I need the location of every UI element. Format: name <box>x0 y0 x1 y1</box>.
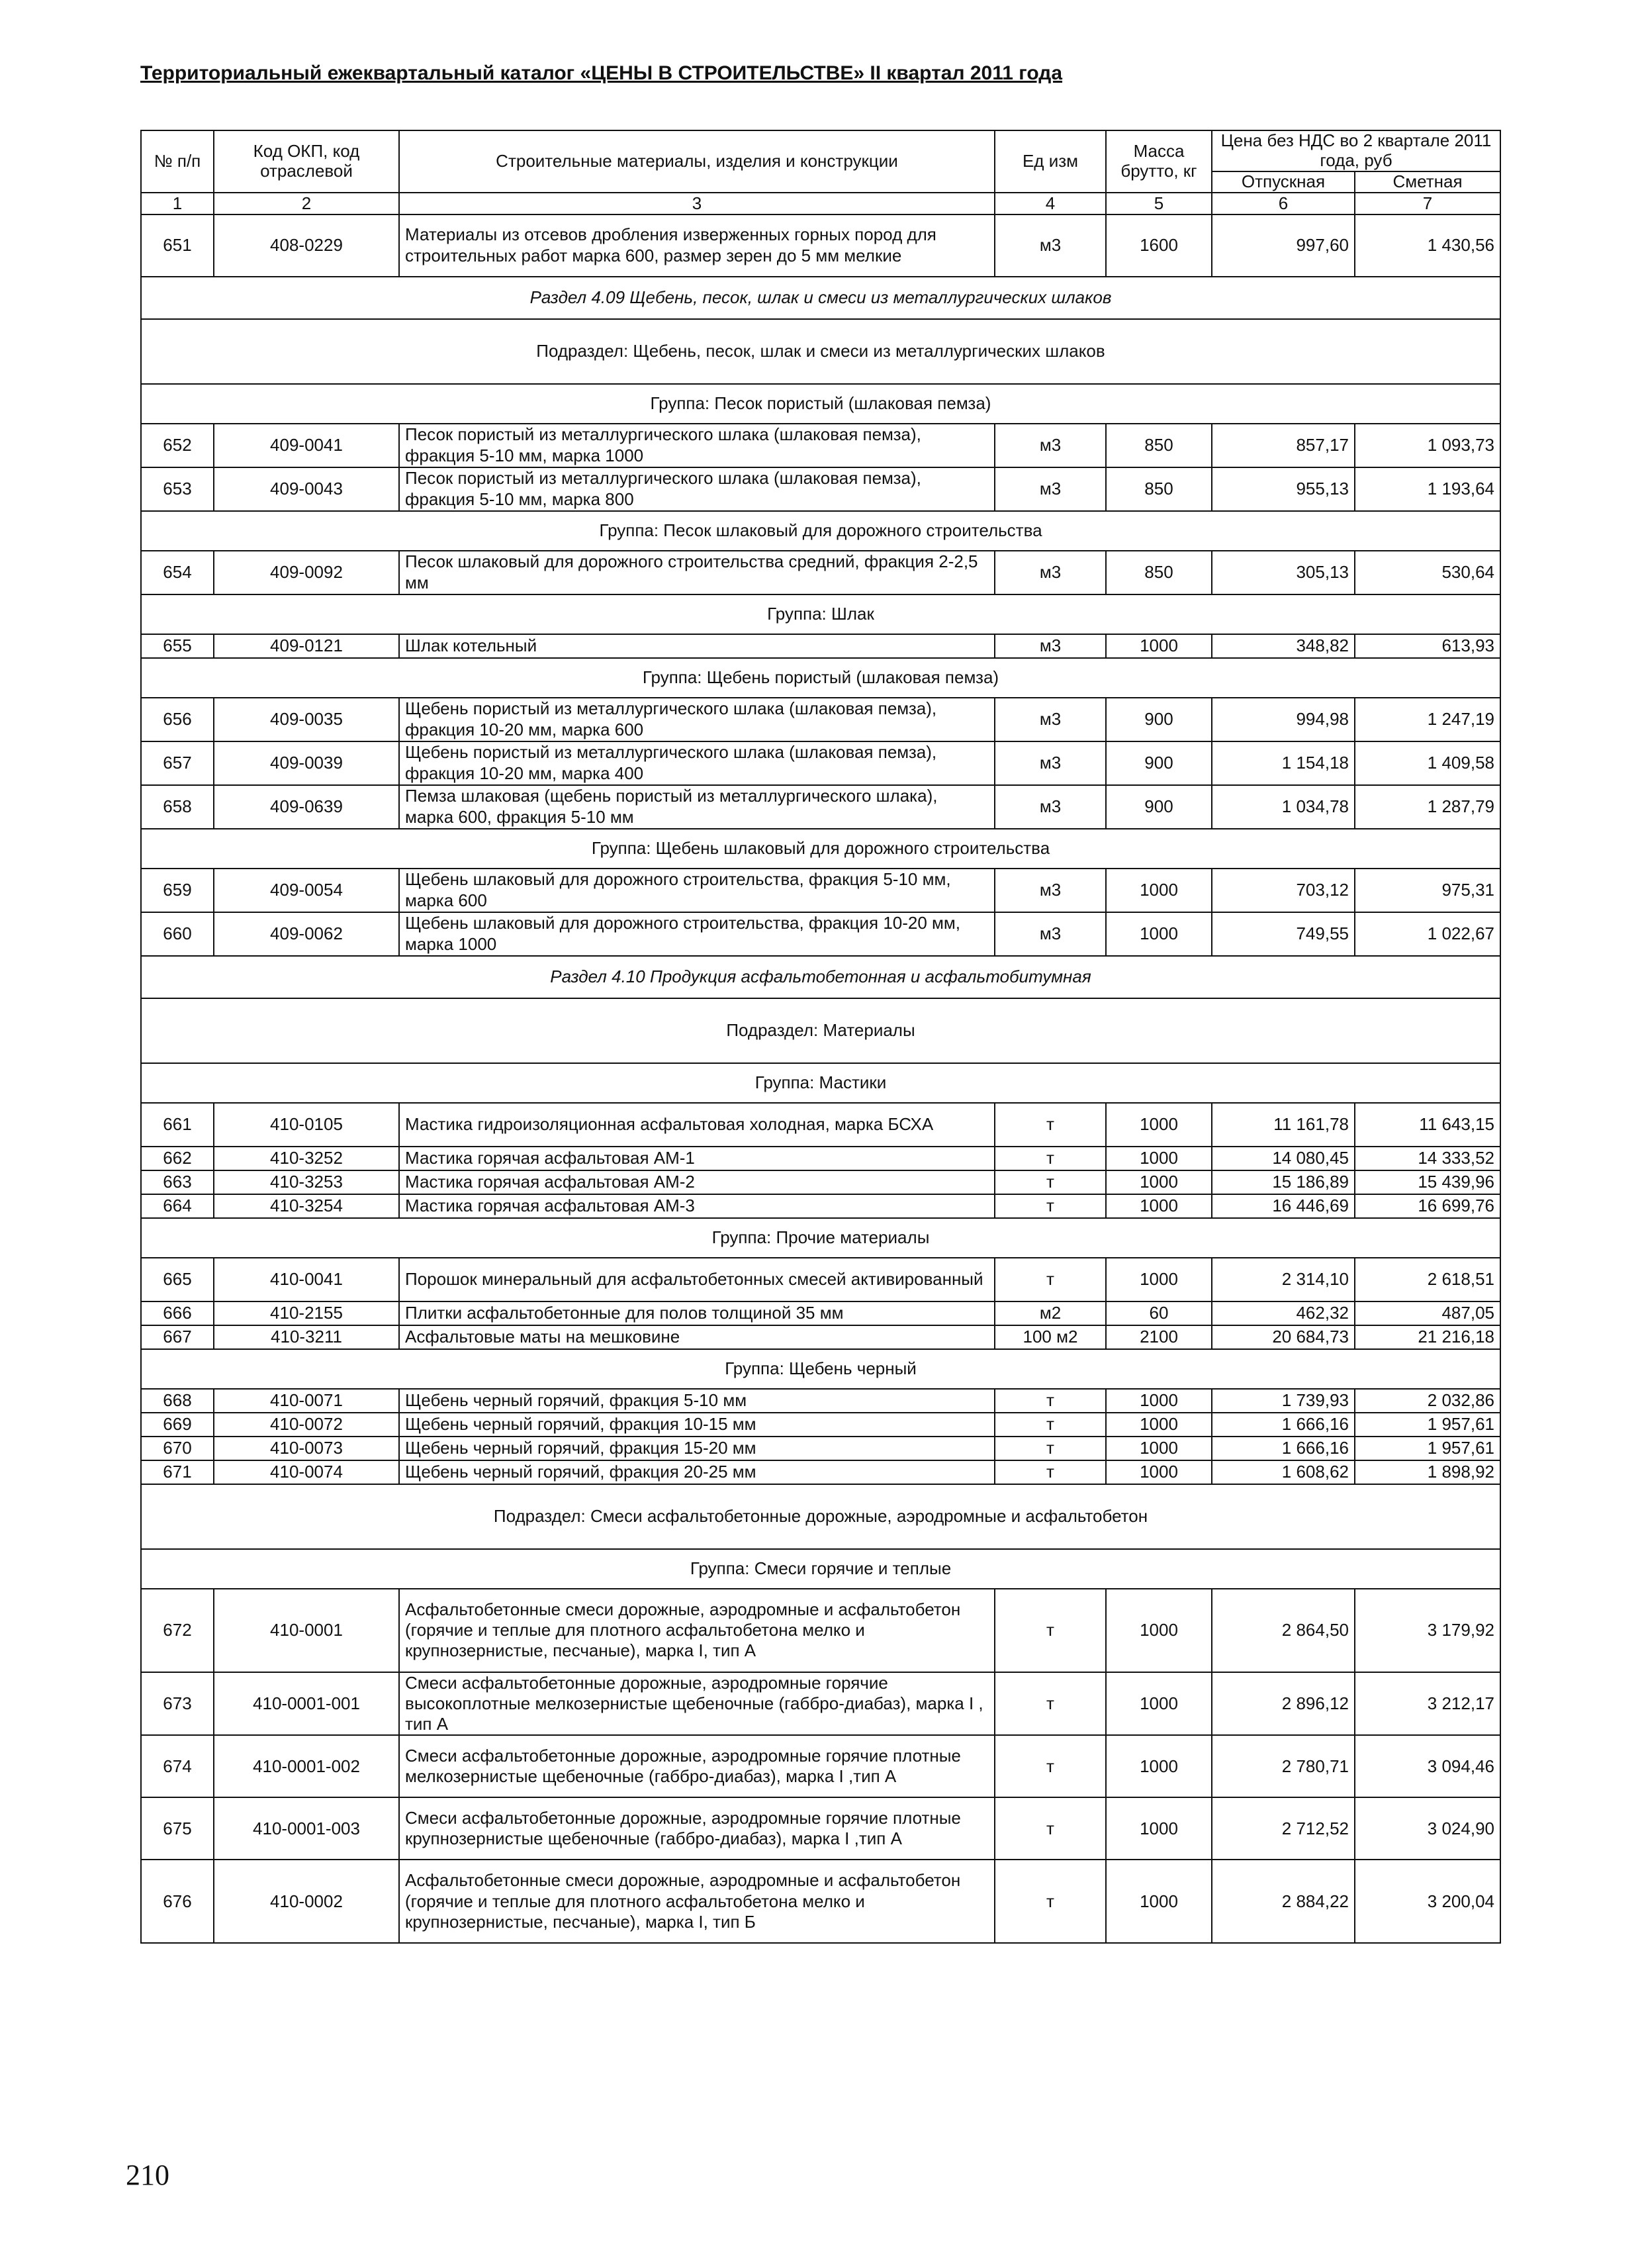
item-price-estimate: 1 287,79 <box>1355 785 1500 829</box>
item-price-estimate: 1 957,61 <box>1355 1413 1500 1437</box>
item-name: Песок шлаковый для дорожного строительства средний, фракция 2-2,5 мм <box>399 551 995 594</box>
table-row <box>141 1103 1500 1147</box>
item-price-release: 2 780,71 <box>1212 1735 1355 1797</box>
group-row <box>141 658 1500 698</box>
table-row <box>141 1413 1500 1437</box>
item-name: Щебень черный горячий, фракция 15-20 мм <box>399 1437 995 1460</box>
item-price-release: 16 446,69 <box>1212 1194 1355 1218</box>
item-code: 408-0229 <box>214 214 399 277</box>
column-number: 5 <box>1106 193 1212 214</box>
item-price-estimate: 3 179,92 <box>1355 1589 1500 1672</box>
item-unit: м3 <box>995 634 1106 658</box>
item-num: 651 <box>141 214 214 277</box>
item-num: 662 <box>141 1147 214 1170</box>
item-code: 409-0039 <box>214 741 399 785</box>
catalog-body <box>141 214 1500 1944</box>
table-row <box>141 1735 1500 1797</box>
item-mass: 850 <box>1106 424 1212 467</box>
item-mass: 1000 <box>1106 869 1212 912</box>
item-mass: 1000 <box>1106 912 1212 956</box>
section-title: Раздел 4.09 Щебень, песок, шлак и смеси из металлургических шлаков <box>141 277 1500 319</box>
item-code: 410-0071 <box>214 1389 399 1413</box>
table-row <box>141 1389 1500 1413</box>
item-name: Пемза шлаковая (щебень пористый из металлургического шлака), марка 600, фракция 5-10 мм <box>399 785 995 829</box>
item-price-estimate: 11 643,15 <box>1355 1103 1500 1147</box>
item-num: 668 <box>141 1389 214 1413</box>
item-unit: м3 <box>995 912 1106 956</box>
item-price-estimate: 21 216,18 <box>1355 1325 1500 1349</box>
item-mass: 850 <box>1106 551 1212 594</box>
section-title: Раздел 4.10 Продукция асфальтобетонная и асфальтобитумная <box>141 956 1500 998</box>
item-unit: 100 м2 <box>995 1325 1106 1349</box>
item-code: 409-0035 <box>214 698 399 741</box>
item-code: 410-2155 <box>214 1301 399 1325</box>
group-row <box>141 1063 1500 1103</box>
item-name: Мастика горячая асфальтовая АМ-3 <box>399 1194 995 1218</box>
col-header-unit: Ед изм <box>995 130 1106 193</box>
item-code: 410-3253 <box>214 1170 399 1194</box>
item-num: 657 <box>141 741 214 785</box>
page-header-title: Территориальный ежеквартальный каталог «ЦЕНЫ В СТРОИТЕЛЬСТВЕ» II квартал 2011 года <box>140 62 1063 84</box>
item-price-estimate: 1 022,67 <box>1355 912 1500 956</box>
item-name: Асфальтовые маты на мешковине <box>399 1325 995 1349</box>
item-code: 410-0074 <box>214 1460 399 1484</box>
item-price-release: 1 666,16 <box>1212 1413 1355 1437</box>
item-num: 670 <box>141 1437 214 1460</box>
column-number: 7 <box>1355 193 1500 214</box>
item-unit: м3 <box>995 698 1106 741</box>
table-row <box>141 424 1500 467</box>
item-price-estimate: 530,64 <box>1355 551 1500 594</box>
table-row <box>141 1258 1500 1301</box>
group-row <box>141 1218 1500 1258</box>
item-unit: т <box>995 1437 1106 1460</box>
item-mass: 900 <box>1106 698 1212 741</box>
item-price-release: 14 080,45 <box>1212 1147 1355 1170</box>
table-row <box>141 1437 1500 1460</box>
item-price-release: 2 314,10 <box>1212 1258 1355 1301</box>
table-row <box>141 741 1500 785</box>
item-mass: 1000 <box>1106 1147 1212 1170</box>
item-price-release: 857,17 <box>1212 424 1355 467</box>
item-num: 663 <box>141 1170 214 1194</box>
item-price-estimate: 2 032,86 <box>1355 1389 1500 1413</box>
item-price-estimate: 14 333,52 <box>1355 1147 1500 1170</box>
item-price-release: 1 608,62 <box>1212 1460 1355 1484</box>
column-number: 4 <box>995 193 1106 214</box>
subsection-title: Подраздел: Материалы <box>141 998 1500 1063</box>
item-price-release: 20 684,73 <box>1212 1325 1355 1349</box>
group-row <box>141 829 1500 869</box>
item-unit: т <box>995 1460 1106 1484</box>
item-mass: 1600 <box>1106 214 1212 277</box>
group-title: Группа: Щебень шлаковый для дорожного строительства <box>141 829 1500 869</box>
table-row <box>141 1147 1500 1170</box>
column-number: 2 <box>214 193 399 214</box>
item-price-estimate: 1 957,61 <box>1355 1437 1500 1460</box>
item-price-estimate: 1 430,56 <box>1355 214 1500 277</box>
item-price-release: 1 739,93 <box>1212 1389 1355 1413</box>
item-name: Щебень шлаковый для дорожного строительства, фракция 10-20 мм, марка 1000 <box>399 912 995 956</box>
item-price-estimate: 1 093,73 <box>1355 424 1500 467</box>
column-number: 1 <box>141 193 214 214</box>
table-row <box>141 634 1500 658</box>
group-title: Группа: Песок пористый (шлаковая пемза) <box>141 384 1500 424</box>
col-header-price-group: Цена без НДС во 2 квартале 2011 года, руб <box>1212 130 1500 171</box>
col-header-num: № п/п <box>141 130 214 193</box>
col-header-mass: Масса брутто, кг <box>1106 130 1212 193</box>
item-name: Щебень черный горячий, фракция 20-25 мм <box>399 1460 995 1484</box>
item-price-release: 703,12 <box>1212 869 1355 912</box>
group-title: Группа: Щебень черный <box>141 1349 1500 1389</box>
table-row <box>141 1194 1500 1218</box>
item-code: 410-3254 <box>214 1194 399 1218</box>
item-num: 653 <box>141 467 214 511</box>
item-name: Мастика горячая асфальтовая АМ-1 <box>399 1147 995 1170</box>
item-num: 655 <box>141 634 214 658</box>
item-name: Песок пористый из металлургического шлака (шлаковая пемза), фракция 5-10 мм, марка 1000 <box>399 424 995 467</box>
item-price-estimate: 1 193,64 <box>1355 467 1500 511</box>
item-name: Плитки асфальтобетонные для полов толщиной 35 мм <box>399 1301 995 1325</box>
item-num: 658 <box>141 785 214 829</box>
item-mass: 1000 <box>1106 1735 1212 1797</box>
table-row <box>141 1672 1500 1736</box>
item-name: Щебень пористый из металлургического шлака (шлаковая пемза), фракция 10-20 мм, марка 600 <box>399 698 995 741</box>
item-num: 675 <box>141 1797 214 1860</box>
item-price-release: 305,13 <box>1212 551 1355 594</box>
item-num: 669 <box>141 1413 214 1437</box>
item-price-release: 2 884,22 <box>1212 1860 1355 1943</box>
group-title: Группа: Щебень пористый (шлаковая пемза) <box>141 658 1500 698</box>
item-unit: м3 <box>995 785 1106 829</box>
item-mass: 900 <box>1106 785 1212 829</box>
item-unit: т <box>995 1194 1106 1218</box>
item-code: 410-0001-001 <box>214 1672 399 1736</box>
item-mass: 900 <box>1106 741 1212 785</box>
item-num: 667 <box>141 1325 214 1349</box>
section-row <box>141 277 1500 319</box>
item-code: 410-0002 <box>214 1860 399 1943</box>
item-name: Щебень шлаковый для дорожного строительства, фракция 5-10 мм, марка 600 <box>399 869 995 912</box>
item-mass: 1000 <box>1106 1258 1212 1301</box>
table-row <box>141 869 1500 912</box>
item-num: 656 <box>141 698 214 741</box>
item-code: 410-0105 <box>214 1103 399 1147</box>
item-code: 409-0092 <box>214 551 399 594</box>
table-row <box>141 1301 1500 1325</box>
item-code: 410-0041 <box>214 1258 399 1301</box>
item-code: 409-0041 <box>214 424 399 467</box>
item-price-release: 1 154,18 <box>1212 741 1355 785</box>
item-unit: т <box>995 1103 1106 1147</box>
item-num: 673 <box>141 1672 214 1736</box>
item-unit: м3 <box>995 424 1106 467</box>
item-num: 674 <box>141 1735 214 1797</box>
item-name: Шлак котельный <box>399 634 995 658</box>
item-mass: 1000 <box>1106 1460 1212 1484</box>
table-row <box>141 1325 1500 1349</box>
item-mass: 1000 <box>1106 1672 1212 1736</box>
item-name: Смеси асфальтобетонные дорожные, аэродромные горячие высокоплотные мелкозернистые щебеночные (габбро-диабаз), марка I , тип А <box>399 1672 995 1736</box>
item-price-release: 348,82 <box>1212 634 1355 658</box>
group-row <box>141 511 1500 551</box>
column-number: 3 <box>399 193 995 214</box>
item-unit: т <box>995 1389 1106 1413</box>
item-mass: 60 <box>1106 1301 1212 1325</box>
group-row <box>141 594 1500 634</box>
item-code: 409-0062 <box>214 912 399 956</box>
table-row <box>141 1460 1500 1484</box>
table-row <box>141 912 1500 956</box>
item-code: 409-0054 <box>214 869 399 912</box>
item-num: 652 <box>141 424 214 467</box>
subsection-title: Подраздел: Щебень, песок, шлак и смеси из металлургических шлаков <box>141 319 1500 384</box>
item-unit: т <box>995 1860 1106 1943</box>
item-mass: 1000 <box>1106 1194 1212 1218</box>
item-name: Мастика горячая асфальтовая АМ-2 <box>399 1170 995 1194</box>
item-code: 410-3211 <box>214 1325 399 1349</box>
item-price-estimate: 613,93 <box>1355 634 1500 658</box>
group-title: Группа: Прочие материалы <box>141 1218 1500 1258</box>
item-name: Смеси асфальтобетонные дорожные, аэродромные горячие плотные мелкозернистые щебеночные (габбро-диабаз), марка I ,тип А <box>399 1735 995 1797</box>
item-price-estimate: 3 200,04 <box>1355 1860 1500 1943</box>
column-number: 6 <box>1212 193 1355 214</box>
col-header-price-estimate: Сметная <box>1355 171 1500 193</box>
item-mass: 850 <box>1106 467 1212 511</box>
table-row <box>141 1797 1500 1860</box>
item-code: 410-0072 <box>214 1413 399 1437</box>
item-num: 654 <box>141 551 214 594</box>
item-price-release: 2 712,52 <box>1212 1797 1355 1860</box>
item-price-estimate: 1 247,19 <box>1355 698 1500 741</box>
item-name: Щебень пористый из металлургического шлака (шлаковая пемза), фракция 10-20 мм, марка 400 <box>399 741 995 785</box>
subsection-row <box>141 998 1500 1063</box>
item-price-release: 11 161,78 <box>1212 1103 1355 1147</box>
item-price-release: 1 666,16 <box>1212 1437 1355 1460</box>
subsection-row <box>141 319 1500 384</box>
item-price-estimate: 1 409,58 <box>1355 741 1500 785</box>
item-price-estimate: 487,05 <box>1355 1301 1500 1325</box>
item-unit: т <box>995 1797 1106 1860</box>
item-unit: м2 <box>995 1301 1106 1325</box>
item-code: 410-0001 <box>214 1589 399 1672</box>
item-price-release: 15 186,89 <box>1212 1170 1355 1194</box>
table-row <box>141 1860 1500 1943</box>
item-unit: т <box>995 1170 1106 1194</box>
item-name: Порошок минеральный для асфальтобетонных смесей активированный <box>399 1258 995 1301</box>
item-price-estimate: 3 094,46 <box>1355 1735 1500 1797</box>
group-row <box>141 1549 1500 1589</box>
item-code: 409-0639 <box>214 785 399 829</box>
price-catalog-table <box>140 130 1501 1944</box>
col-header-name: Строительные материалы, изделия и конструкции <box>399 130 995 193</box>
item-price-estimate: 15 439,96 <box>1355 1170 1500 1194</box>
subsection-row <box>141 1484 1500 1549</box>
table-row <box>141 467 1500 511</box>
table-row <box>141 785 1500 829</box>
table-row <box>141 1589 1500 1672</box>
item-name: Песок пористый из металлургического шлака (шлаковая пемза), фракция 5-10 мм, марка 800 <box>399 467 995 511</box>
item-name: Асфальтобетонные смеси дорожные, аэродромные и асфальтобетон (горячие и теплые для плотного асфальтобетона мелко и крупнозернистые, песчаные), марка I, тип Б <box>399 1860 995 1943</box>
column-number-row <box>141 193 1500 214</box>
item-unit: м3 <box>995 551 1106 594</box>
item-mass: 1000 <box>1106 1170 1212 1194</box>
item-unit: т <box>995 1589 1106 1672</box>
item-code: 409-0121 <box>214 634 399 658</box>
item-mass: 1000 <box>1106 634 1212 658</box>
item-name: Мастика гидроизоляционная асфальтовая холодная, марка БСХА <box>399 1103 995 1147</box>
table-row <box>141 214 1500 277</box>
item-price-release: 2 864,50 <box>1212 1589 1355 1672</box>
item-num: 666 <box>141 1301 214 1325</box>
item-mass: 1000 <box>1106 1860 1212 1943</box>
item-mass: 1000 <box>1106 1589 1212 1672</box>
col-header-price-release: Отпускная <box>1212 171 1355 193</box>
item-price-release: 955,13 <box>1212 467 1355 511</box>
item-mass: 1000 <box>1106 1389 1212 1413</box>
item-unit: т <box>995 1147 1106 1170</box>
item-name: Щебень черный горячий, фракция 5-10 мм <box>399 1389 995 1413</box>
item-unit: т <box>995 1735 1106 1797</box>
item-num: 671 <box>141 1460 214 1484</box>
item-unit: м3 <box>995 467 1106 511</box>
item-price-release: 1 034,78 <box>1212 785 1355 829</box>
item-code: 409-0043 <box>214 467 399 511</box>
item-unit: т <box>995 1413 1106 1437</box>
item-price-estimate: 16 699,76 <box>1355 1194 1500 1218</box>
col-header-code: Код ОКП, код отраслевой <box>214 130 399 193</box>
item-num: 665 <box>141 1258 214 1301</box>
item-price-release: 749,55 <box>1212 912 1355 956</box>
item-num: 660 <box>141 912 214 956</box>
item-num: 664 <box>141 1194 214 1218</box>
item-unit: м3 <box>995 741 1106 785</box>
item-price-estimate: 2 618,51 <box>1355 1258 1500 1301</box>
item-price-estimate: 3 024,90 <box>1355 1797 1500 1860</box>
group-title: Группа: Смеси горячие и теплые <box>141 1549 1500 1589</box>
item-unit: м3 <box>995 214 1106 277</box>
item-price-release: 997,60 <box>1212 214 1355 277</box>
item-num: 661 <box>141 1103 214 1147</box>
item-name: Смеси асфальтобетонные дорожные, аэродромные горячие плотные крупнозернистые щебеночные (габбро-диабаз), марка I ,тип А <box>399 1797 995 1860</box>
subsection-title: Подраздел: Смеси асфальтобетонные дорожные, аэродромные и асфальтобетон <box>141 1484 1500 1549</box>
group-row <box>141 1349 1500 1389</box>
item-mass: 1000 <box>1106 1413 1212 1437</box>
item-num: 676 <box>141 1860 214 1943</box>
item-code: 410-0001-003 <box>214 1797 399 1860</box>
item-mass: 1000 <box>1106 1797 1212 1860</box>
item-code: 410-3252 <box>214 1147 399 1170</box>
item-unit: т <box>995 1258 1106 1301</box>
item-mass: 1000 <box>1106 1437 1212 1460</box>
group-title: Группа: Песок шлаковый для дорожного строительства <box>141 511 1500 551</box>
group-row <box>141 384 1500 424</box>
group-title: Группа: Шлак <box>141 594 1500 634</box>
item-num: 672 <box>141 1589 214 1672</box>
item-code: 410-0001-002 <box>214 1735 399 1797</box>
item-mass: 1000 <box>1106 1103 1212 1147</box>
item-price-estimate: 975,31 <box>1355 869 1500 912</box>
item-price-release: 994,98 <box>1212 698 1355 741</box>
item-name: Щебень черный горячий, фракция 10-15 мм <box>399 1413 995 1437</box>
item-code: 410-0073 <box>214 1437 399 1460</box>
group-title: Группа: Мастики <box>141 1063 1500 1103</box>
item-name: Асфальтобетонные смеси дорожные, аэродромные и асфальтобетон (горячие и теплые для плотного асфальтобетона мелко и крупнозернистые, песчаные), марка I, тип А <box>399 1589 995 1672</box>
table-row <box>141 551 1500 594</box>
item-num: 659 <box>141 869 214 912</box>
item-unit: т <box>995 1672 1106 1736</box>
page-number: 210 <box>126 2159 169 2191</box>
item-name: Материалы из отсевов дробления изверженных горных пород для строительных работ марка 600, размер зерен до 5 мм мелкие <box>399 214 995 277</box>
item-price-release: 2 896,12 <box>1212 1672 1355 1736</box>
item-price-estimate: 3 212,17 <box>1355 1672 1500 1736</box>
item-unit: м3 <box>995 869 1106 912</box>
table-row <box>141 698 1500 741</box>
section-row <box>141 956 1500 998</box>
item-price-release: 462,32 <box>1212 1301 1355 1325</box>
table-row <box>141 1170 1500 1194</box>
item-mass: 2100 <box>1106 1325 1212 1349</box>
item-price-estimate: 1 898,92 <box>1355 1460 1500 1484</box>
